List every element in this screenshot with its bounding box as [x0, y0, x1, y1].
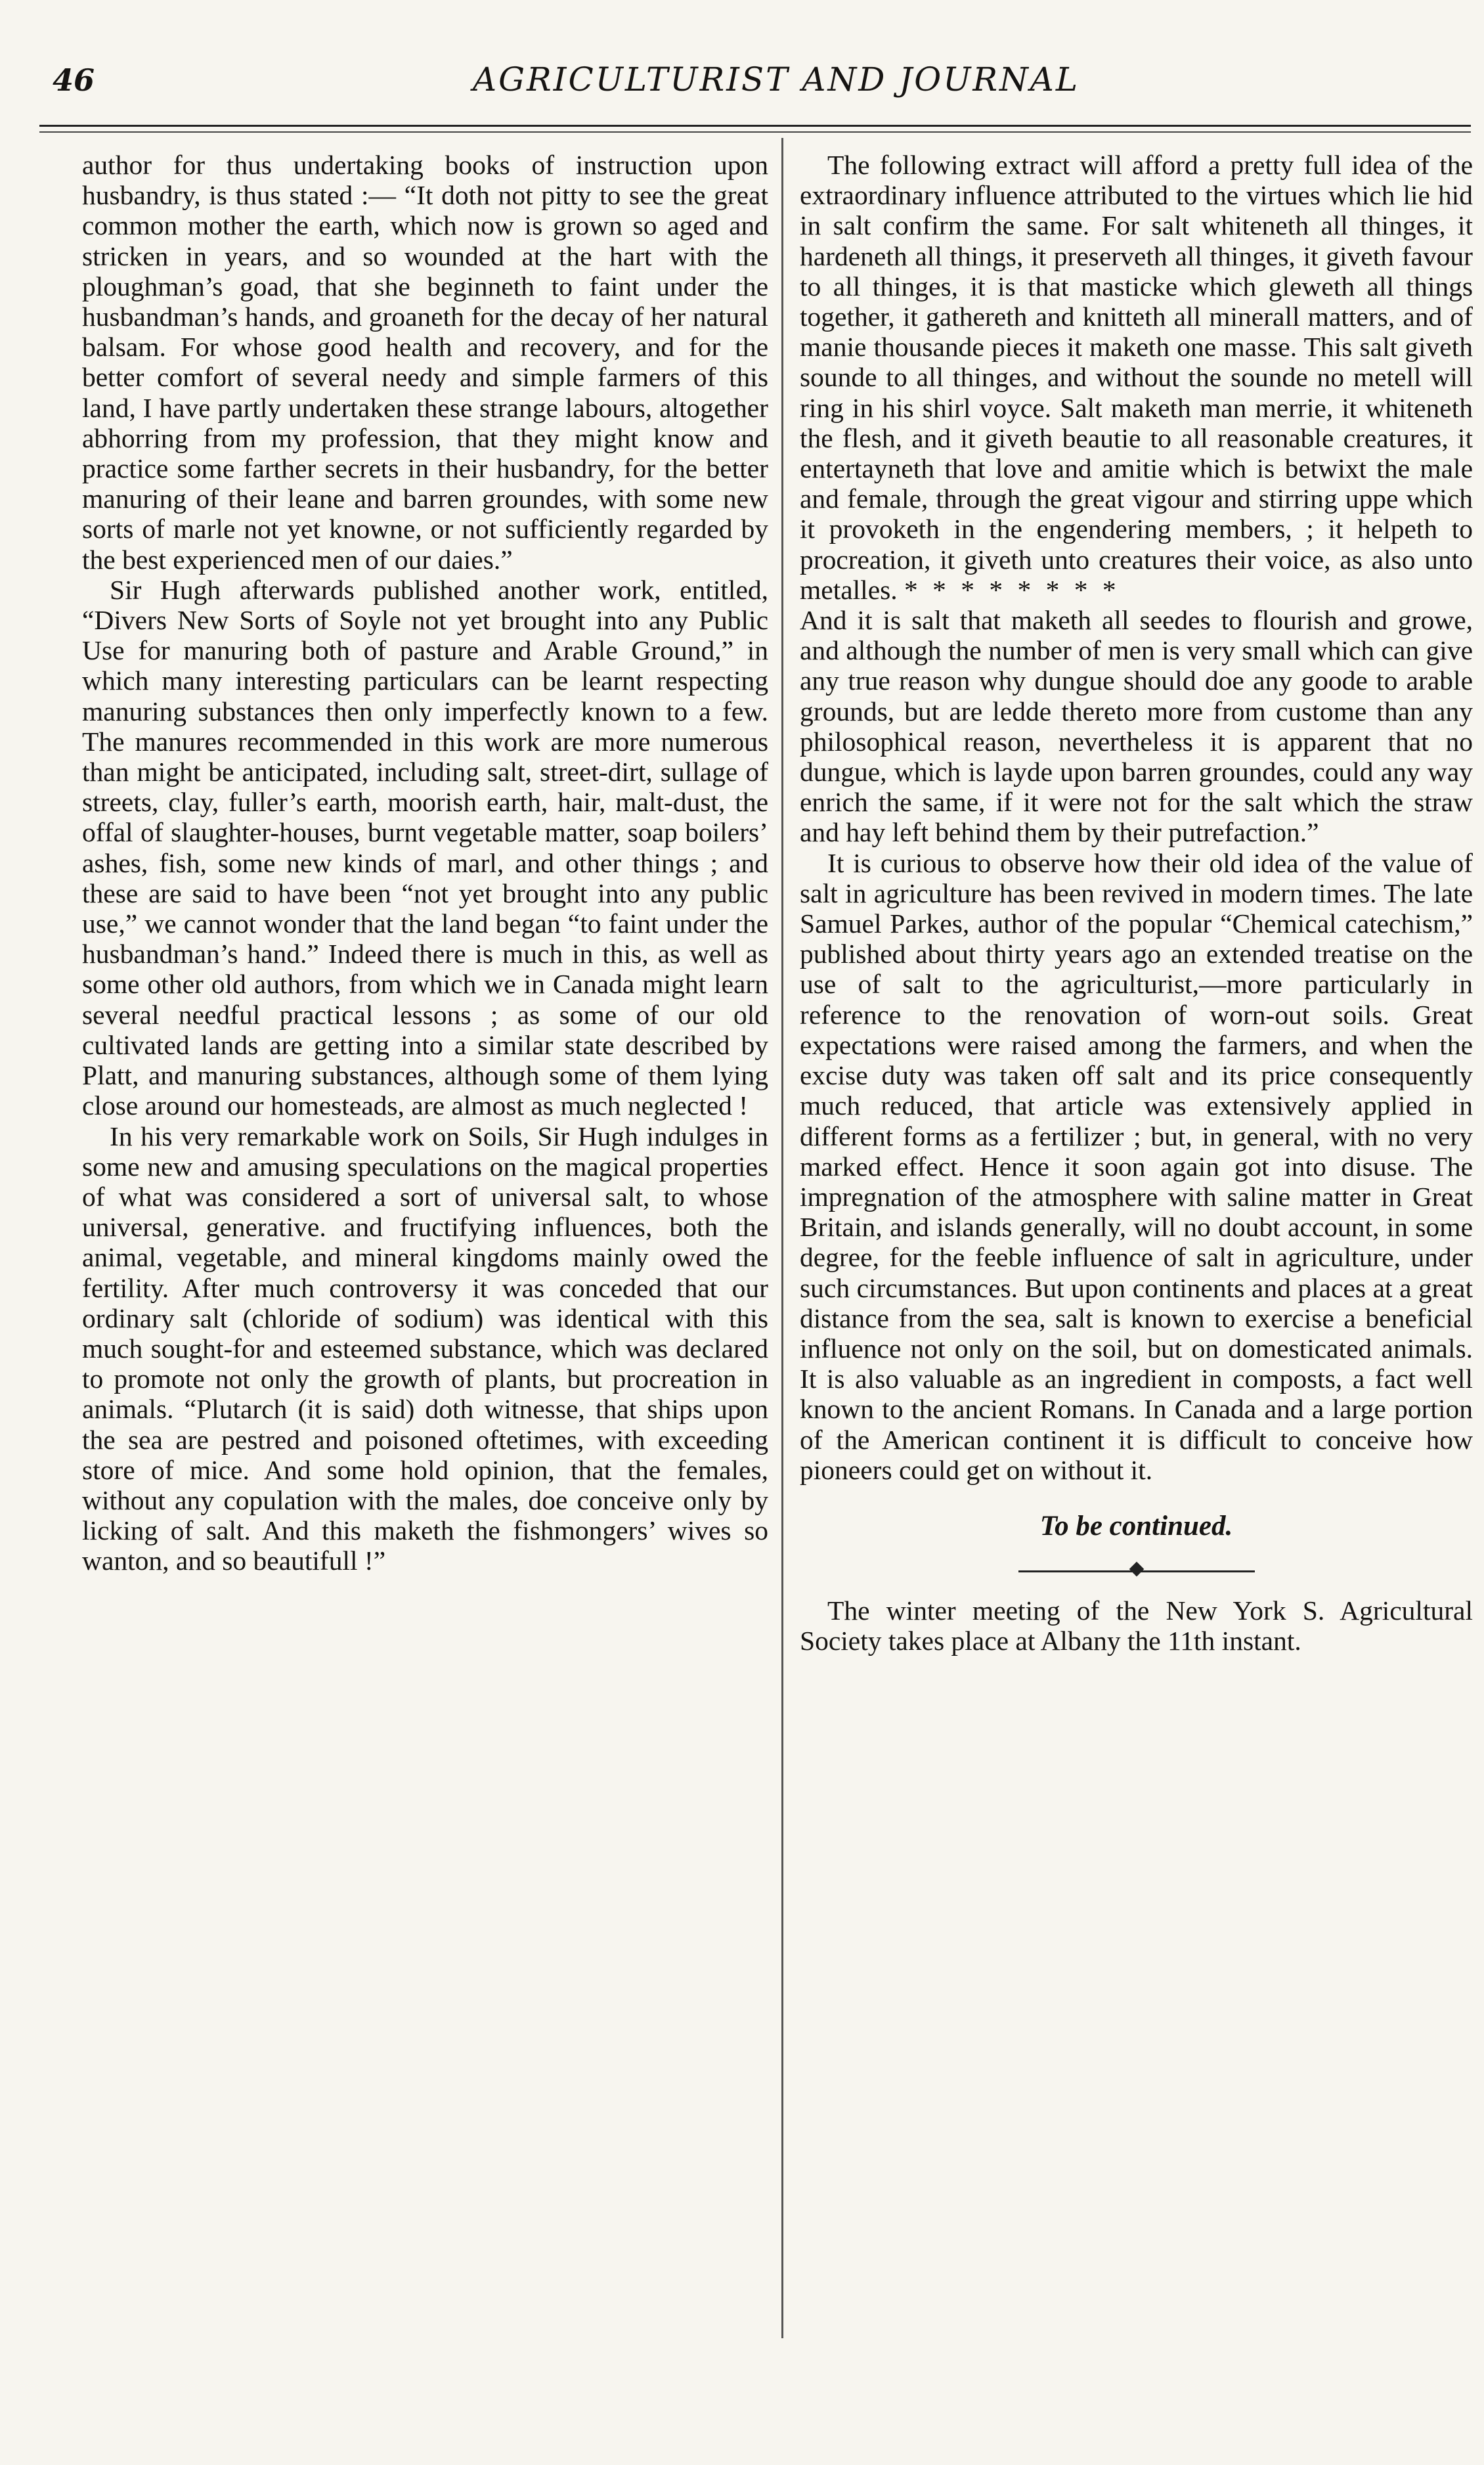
column-divider: [781, 138, 783, 2338]
left-paragraph-3: In his very remarkable work on Soils, Sir Hugh indulges in some new and amusing speculations on the magical properties of what was considered a sort of universal salt, to whose universal, generative. and fructifying influences, both the animal, vegetable, and mineral kingdoms mainly owed the fertility. After much controversy it was conceded that our ordinary salt (chloride of sodium) was identical with this much sought-for and esteemed substance, which was declared to promote not only the growth of plants, but procreation in animals. “Plutarch (it is said) doth witnesse, that ships upon the sea are pestred and poisoned oftetimes, with exceeding store of mice. And some hold opinion, that the females, without any copulation with the males, doe conceive only by licking of salt. And this maketh the fishmongers’ wives so wanton, and so beautifull !”: [82, 1121, 768, 1576]
header-rule-secondary: [39, 131, 1471, 133]
running-title: AGRICULTURIST AND JOURNAL: [473, 60, 1080, 99]
page-number: 46: [53, 62, 95, 98]
left-paragraph-1: author for thus undertaking books of instruction upon husbandry, is thus stated :— “It doth not pitty to see the great common mother the earth, which now is grown so aged and stricken in years, and so wounded at the hart with the ploughman’s goad, that she beginneth to faint under the husbandman’s hands, and groaneth for the decay of her natural balsam. For whose good health and recovery, and for the better comfort of several needy and simple farmers of this land, I have partly undertaken these strange labours, altogether abhorring from my profession, that they might know and practice some farther secrets in their husbandry, for the better manuring of their leane and barren groundes, with some new sorts of marle not yet knowne, or not sufficiently regarded by the best experienced men of our daies.”: [82, 150, 768, 575]
right-paragraph-2: And it is salt that maketh all seedes to flourish and growe, and although the number of men is very small which can give any true reason why dungue should doe any goode to arable grounds, but are ledde thereto more from custome than any philosophical reason, nevertheless it is apparent that no dungue, which is layde upon barren groundes, could any way enrich the same, if it were not for the salt which the straw and hay left behind them by their putrefaction.”: [800, 605, 1473, 848]
right-paragraph-3: It is curious to observe how their old idea of the value of salt in agriculture has been revived in modern times. The late Samuel Parkes, author of the popular “Chemical catechism,” published about thirty years ago an extended treatise on the use of salt to the agriculturist,—more particularly in reference to the renovation of worn-out soils. Great expectations were raised among the farmers, and when the excise duty was taken off salt and its price consequently much reduced, that article was extensively applied in different forms as a fertilizer ; but, in general, with no very marked effect. Hence it soon again got into disuse. The impregnation of the atmosphere with saline matter in Great Britain, and islands generally, will no doubt account, in some degree, for the feeble influence of salt in agriculture, under such circumstances. But upon continents and places at a great distance from the sea, salt is known to exercise a beneficial influence not only on the soil, but on domesticated animals. It is also valuable as an ingredient in composts, a fact well known to the ancient Romans. In Canada and a large portion of the American continent it is difficult to conceive how pioneers could get on without it.: [800, 847, 1473, 1485]
right-column: [800, 150, 1473, 1656]
ellipsis-stars: * * * * * * * *: [904, 574, 1120, 605]
left-column: [82, 150, 768, 1576]
header-rule: [39, 125, 1471, 127]
diamond-ornament-icon: [1129, 1562, 1144, 1577]
right-paragraph-1-text: The following extract will afford a pretty full idea of the extraordinary influence attributed to the virtues which lie hid in salt confirm the same. For salt whiteneth all thinges, it hardeneth all things, it preserveth all thinges, it giveth favour to all thinges, it is that masticke which gleweth all things together, it gathereth and knitteth all minerall matters, and of manie thousande pieces it maketh one masse. This salt giveth sounde to all thinges, and without the sounde no metell will ring in his shirl voyce. Salt maketh man merrie, it whiteneth the flesh, and it giveth beautie to all reasonable creatures, it entertayneth that love and amitie which is betwixt the male and female, through the great vigour and stirring uppe which it provoketh in the engendering members, ; it helpeth to procreation, it giveth unto creatures their voice, as also unto metalles.: [800, 150, 1473, 605]
to-be-continued: To be continued.: [1039, 1510, 1233, 1542]
left-paragraph-2: Sir Hugh afterwards published another work, entitled, “Divers New Sorts of Soyle not yet brought into any Public Use for manuring both of pasture and Arable Ground,” in which many interesting particulars can be learnt respecting manuring substances then only imperfectly known to a few. The manures recommended in this work are more numerous than might be anticipated, including salt, street-dirt, sullage of streets, clay, fuller’s earth, moorish earth, hair, malt-dust, the offal of slaughter-houses, burnt vegetable matter, soap boilers’ ashes, fish, some new kinds of marl, and other things ; and these are said to have been “not yet brought into any public use,” we cannot wonder that the land began “to faint under the husbandman’s hand.” Indeed there is much in this, as well as some other old authors, from which we in Canada might learn several needful practical lessons ; as some of our old cultivated lands are getting into a similar state described by Platt, and manuring substances, although some of them lying close around our homesteads, are almost as much neglected !: [82, 574, 768, 1121]
meeting-notice: The winter meeting of the New York S. Agricultural Society takes place at Albany the 11th instant.: [800, 1595, 1473, 1656]
right-paragraph-1: [800, 150, 1473, 605]
section-divider: [1018, 1555, 1255, 1588]
